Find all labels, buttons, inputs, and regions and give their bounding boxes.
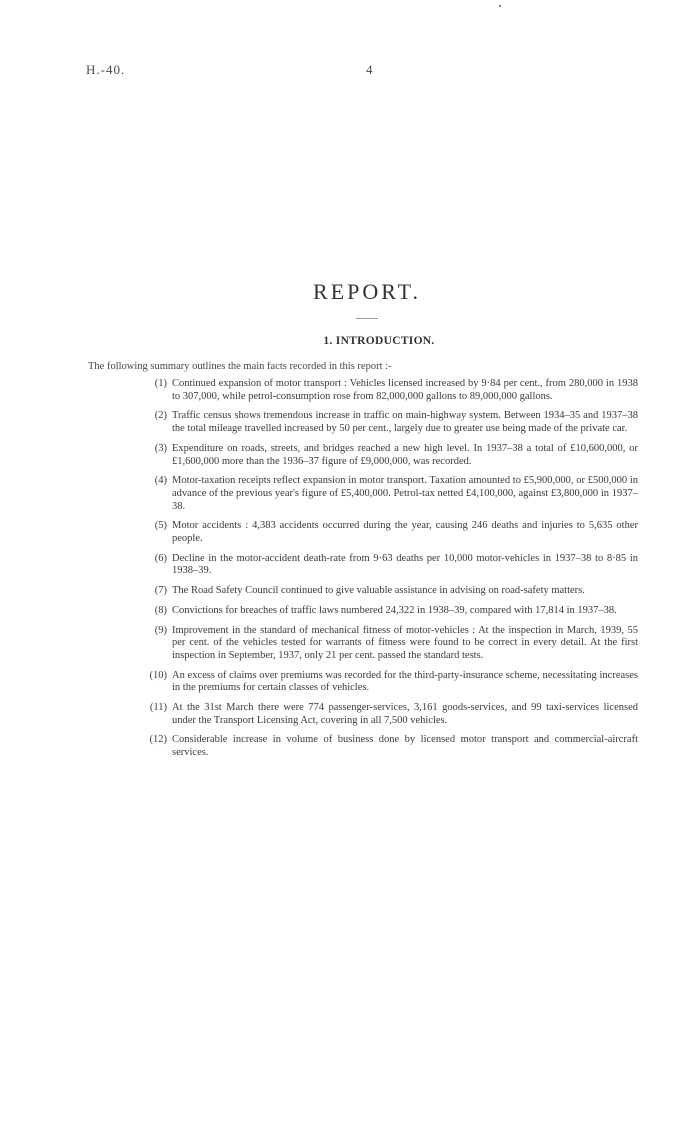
- item-number: (7): [154, 585, 167, 597]
- item-text: Continued expansion of motor transport : Vehicles licensed increased by 9·84 per cent., from 280,000 in 1938 to 307,000, while petrol-consumption rose from 82,000,000 gallons to 89,000,000 gallons.: [172, 378, 638, 402]
- section-heading: 1. INTRODUCTION.: [323, 335, 435, 347]
- list-item: [128, 670, 638, 695]
- item-number: (4): [154, 475, 167, 487]
- list-item: [128, 378, 638, 403]
- item-text: An excess of claims over premiums was recorded for the third-party-insurance scheme, necessitating increases in the premiums for certain classes of vehicles.: [172, 669, 638, 694]
- item-text: Expenditure on roads, streets, and bridges reached a new high level. In 1937–38 a total of £10,600,000, or £1,600,000 more than the 1936–37 figure of £9,000,000, was recorded.: [172, 442, 638, 467]
- list-item: [128, 443, 638, 468]
- item-text: Improvement in the standard of mechanical fitness of motor-vehicles : At the inspection in March, 1939, 55 per cent. of the vehicles tested for warrants of fitness were found to be correct in every detail. At the first inspection in September, 1937, only 21 per cent. passed the standard tests.: [172, 624, 638, 661]
- item-number: (12): [149, 734, 167, 746]
- list-item: [128, 734, 638, 759]
- paper-speck: [499, 5, 501, 7]
- list-item: [128, 585, 638, 598]
- item-text: Considerable increase in volume of business done by licensed motor transport and commercial-aircraft services.: [172, 734, 638, 759]
- report-title: REPORT.: [313, 279, 421, 304]
- item-text: Traffic census shows tremendous increase in traffic on main-highway system. Between 1934–35 and 1937–38 the total mileage travelled increased by 50 per cent., largely due to greater use being made of the private car.: [172, 410, 638, 435]
- item-number: (9): [154, 624, 167, 636]
- title-divider: [356, 318, 378, 319]
- list-item: [128, 702, 638, 727]
- item-text: Decline in the motor-accident death-rate from 9·63 deaths per 10,000 motor-vehicles in 1937–38 to 8·85 in 1938–39.: [172, 552, 638, 577]
- list-item: [128, 475, 638, 513]
- item-text: At the 31st March there were 774 passenger-services, 3,161 goods-services, and 99 taxi-services licensed under the Transport Licensing Act, covering in all 7,500 vehicles.: [172, 702, 638, 726]
- list-item: [128, 605, 638, 618]
- list-item: [128, 625, 638, 663]
- intro-paragraph: The following summary outlines the main facts recorded in this report :-: [88, 361, 392, 372]
- list-item: [128, 520, 638, 545]
- list-item: [128, 553, 638, 578]
- document-reference: H.-40.: [86, 62, 126, 77]
- item-number: (1): [154, 378, 167, 389]
- page-number: 4: [366, 62, 373, 77]
- item-text: Motor accidents : 4,383 accidents occurred during the year, causing 246 deaths and injuries to 5,635 other people.: [172, 520, 638, 545]
- item-number: (2): [154, 410, 167, 422]
- item-number: (11): [149, 702, 167, 714]
- item-number: (5): [154, 520, 167, 532]
- list-item: [128, 410, 638, 435]
- item-number: (6): [154, 552, 167, 564]
- summary-list: [128, 378, 638, 767]
- item-number: (10): [149, 669, 167, 681]
- item-text: Convictions for breaches of traffic laws numbered 24,322 in 1938–39, compared with 17,814 in 1937–38.: [172, 604, 617, 616]
- item-text: The Road Safety Council continued to give valuable assistance in advising on road-safety matters.: [172, 585, 585, 597]
- item-text: Motor-taxation receipts reflect expansion in motor transport. Taxation amounted to £5,900,000, or £500,000 in advance of the previous year's figure of £5,400,000. Petrol-tax netted £4,100,000, against £3,800,000 in 1937–38.: [172, 475, 638, 512]
- item-number: (8): [154, 604, 167, 616]
- item-number: (3): [154, 442, 167, 454]
